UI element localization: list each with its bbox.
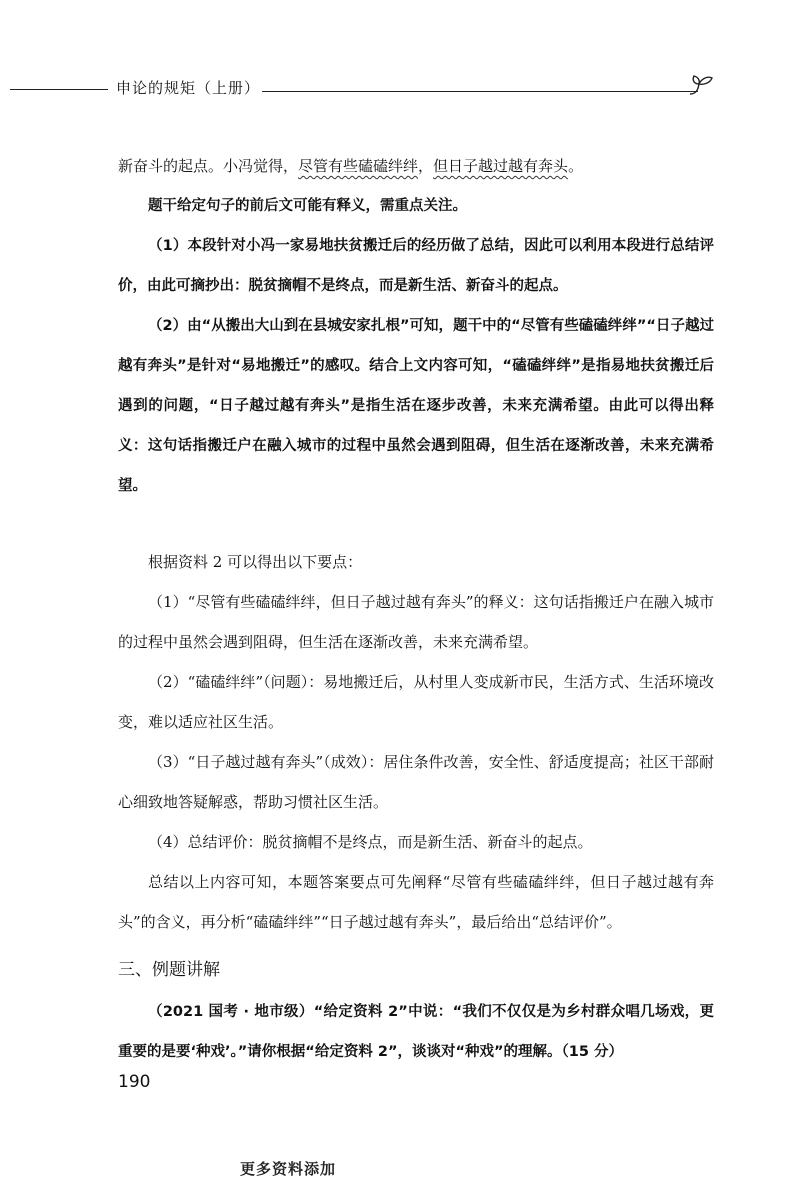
paragraph-quote-end [118,146,714,186]
text-span: 。 [568,157,584,175]
paragraph-key-points-intro: 根据资料 2 可以得出以下要点： [148,553,363,571]
wavy-underlined-text: 但日子越过越有奔头 [433,157,569,175]
paragraph-tip: 题干给定句子的前后文可能有释义，需重点关注。 [148,198,467,214]
section-title: 三、例题讲解 [118,960,220,980]
paragraph-point-3: （3）“日子越过越有奔头”（成效）：居住条件改善，安全性、舒适度提高；社区干部耐心细致地答疑解惑，帮助习惯社区生活。 [118,753,714,811]
paragraph-summary: 总结以上内容可知，本题答案要点可先阐释“尽管有些磕磕绊绊，但日子越过越有奔头”的含义，再分析“磕磕绊绊”“日子越过越有奔头”，最后给出“总结评价”。 [118,873,714,931]
spacer [118,506,714,542]
sprout-icon [686,72,716,98]
wavy-underlined-text: 尽管有些磕磕绊绊 [298,157,419,175]
footer-watermark-text: 更多资料添加 [240,1160,337,1178]
running-header [0,74,800,104]
header-rule-right [262,91,698,92]
paragraph-analysis-1: （1）本段针对小冯一家易地扶贫搬迁后的经历做了总结，因此可以利用本段进行总结评价，由此可摘抄出：脱贫摘帽不是终点，而是新生活、新奋斗的起点。 [118,238,714,294]
paragraph-example-question: （2021 国考 · 地市级）“给定资料 2”中说：“我们不仅仅是为乡村群众唱几场戏，更重要的是要‘种戏’。”请你根据“给定资料 2”，谈谈对“种戏”的理解。（15 分） [118,1004,714,1060]
paragraph-point-2: （2）“磕磕绊绊”（问题）：易地搬迁后，从村里人变成新市民，生活方式、生活环境改变，难以适应社区生活。 [118,673,714,731]
paragraph-analysis-2: （2）由“从搬出大山到在县城安家扎根”可知，题干中的“尽管有些磕磕绊绊”“日子越过越有奔头”是针对“易地搬迁”的感叹。结合上文内容可知，“磕磕绊绊”是指易地扶贫搬迁后遇到的问题，“日子越过越有奔头”是指生活在逐步改善，未来充满希望。由此可以得出释义：这句话指搬迁户在融入城市的过程中虽然会遇到阻碍，但生活在逐渐改善，未来充满希望。 [118,318,714,494]
header-rule-left [10,89,108,90]
header-title: 申论的规矩（上册） [116,79,261,97]
paragraph-point-1: （1）“尽管有些磕磕绊绊，但日子越过越有奔头”的释义：这句话指搬迁户在融入城市的过程中虽然会遇到阻碍，但生活在逐渐改善，未来充满希望。 [118,593,714,651]
page-body [118,146,714,1072]
text-span: ， [418,157,434,175]
text-span: 新奋斗的起点。小冯觉得， [118,157,299,175]
paragraph-point-4: （4）总结评价：脱贫摘帽不是终点，而是新生活、新奋斗的起点。 [148,833,593,851]
page-number: 190 [118,1072,151,1092]
